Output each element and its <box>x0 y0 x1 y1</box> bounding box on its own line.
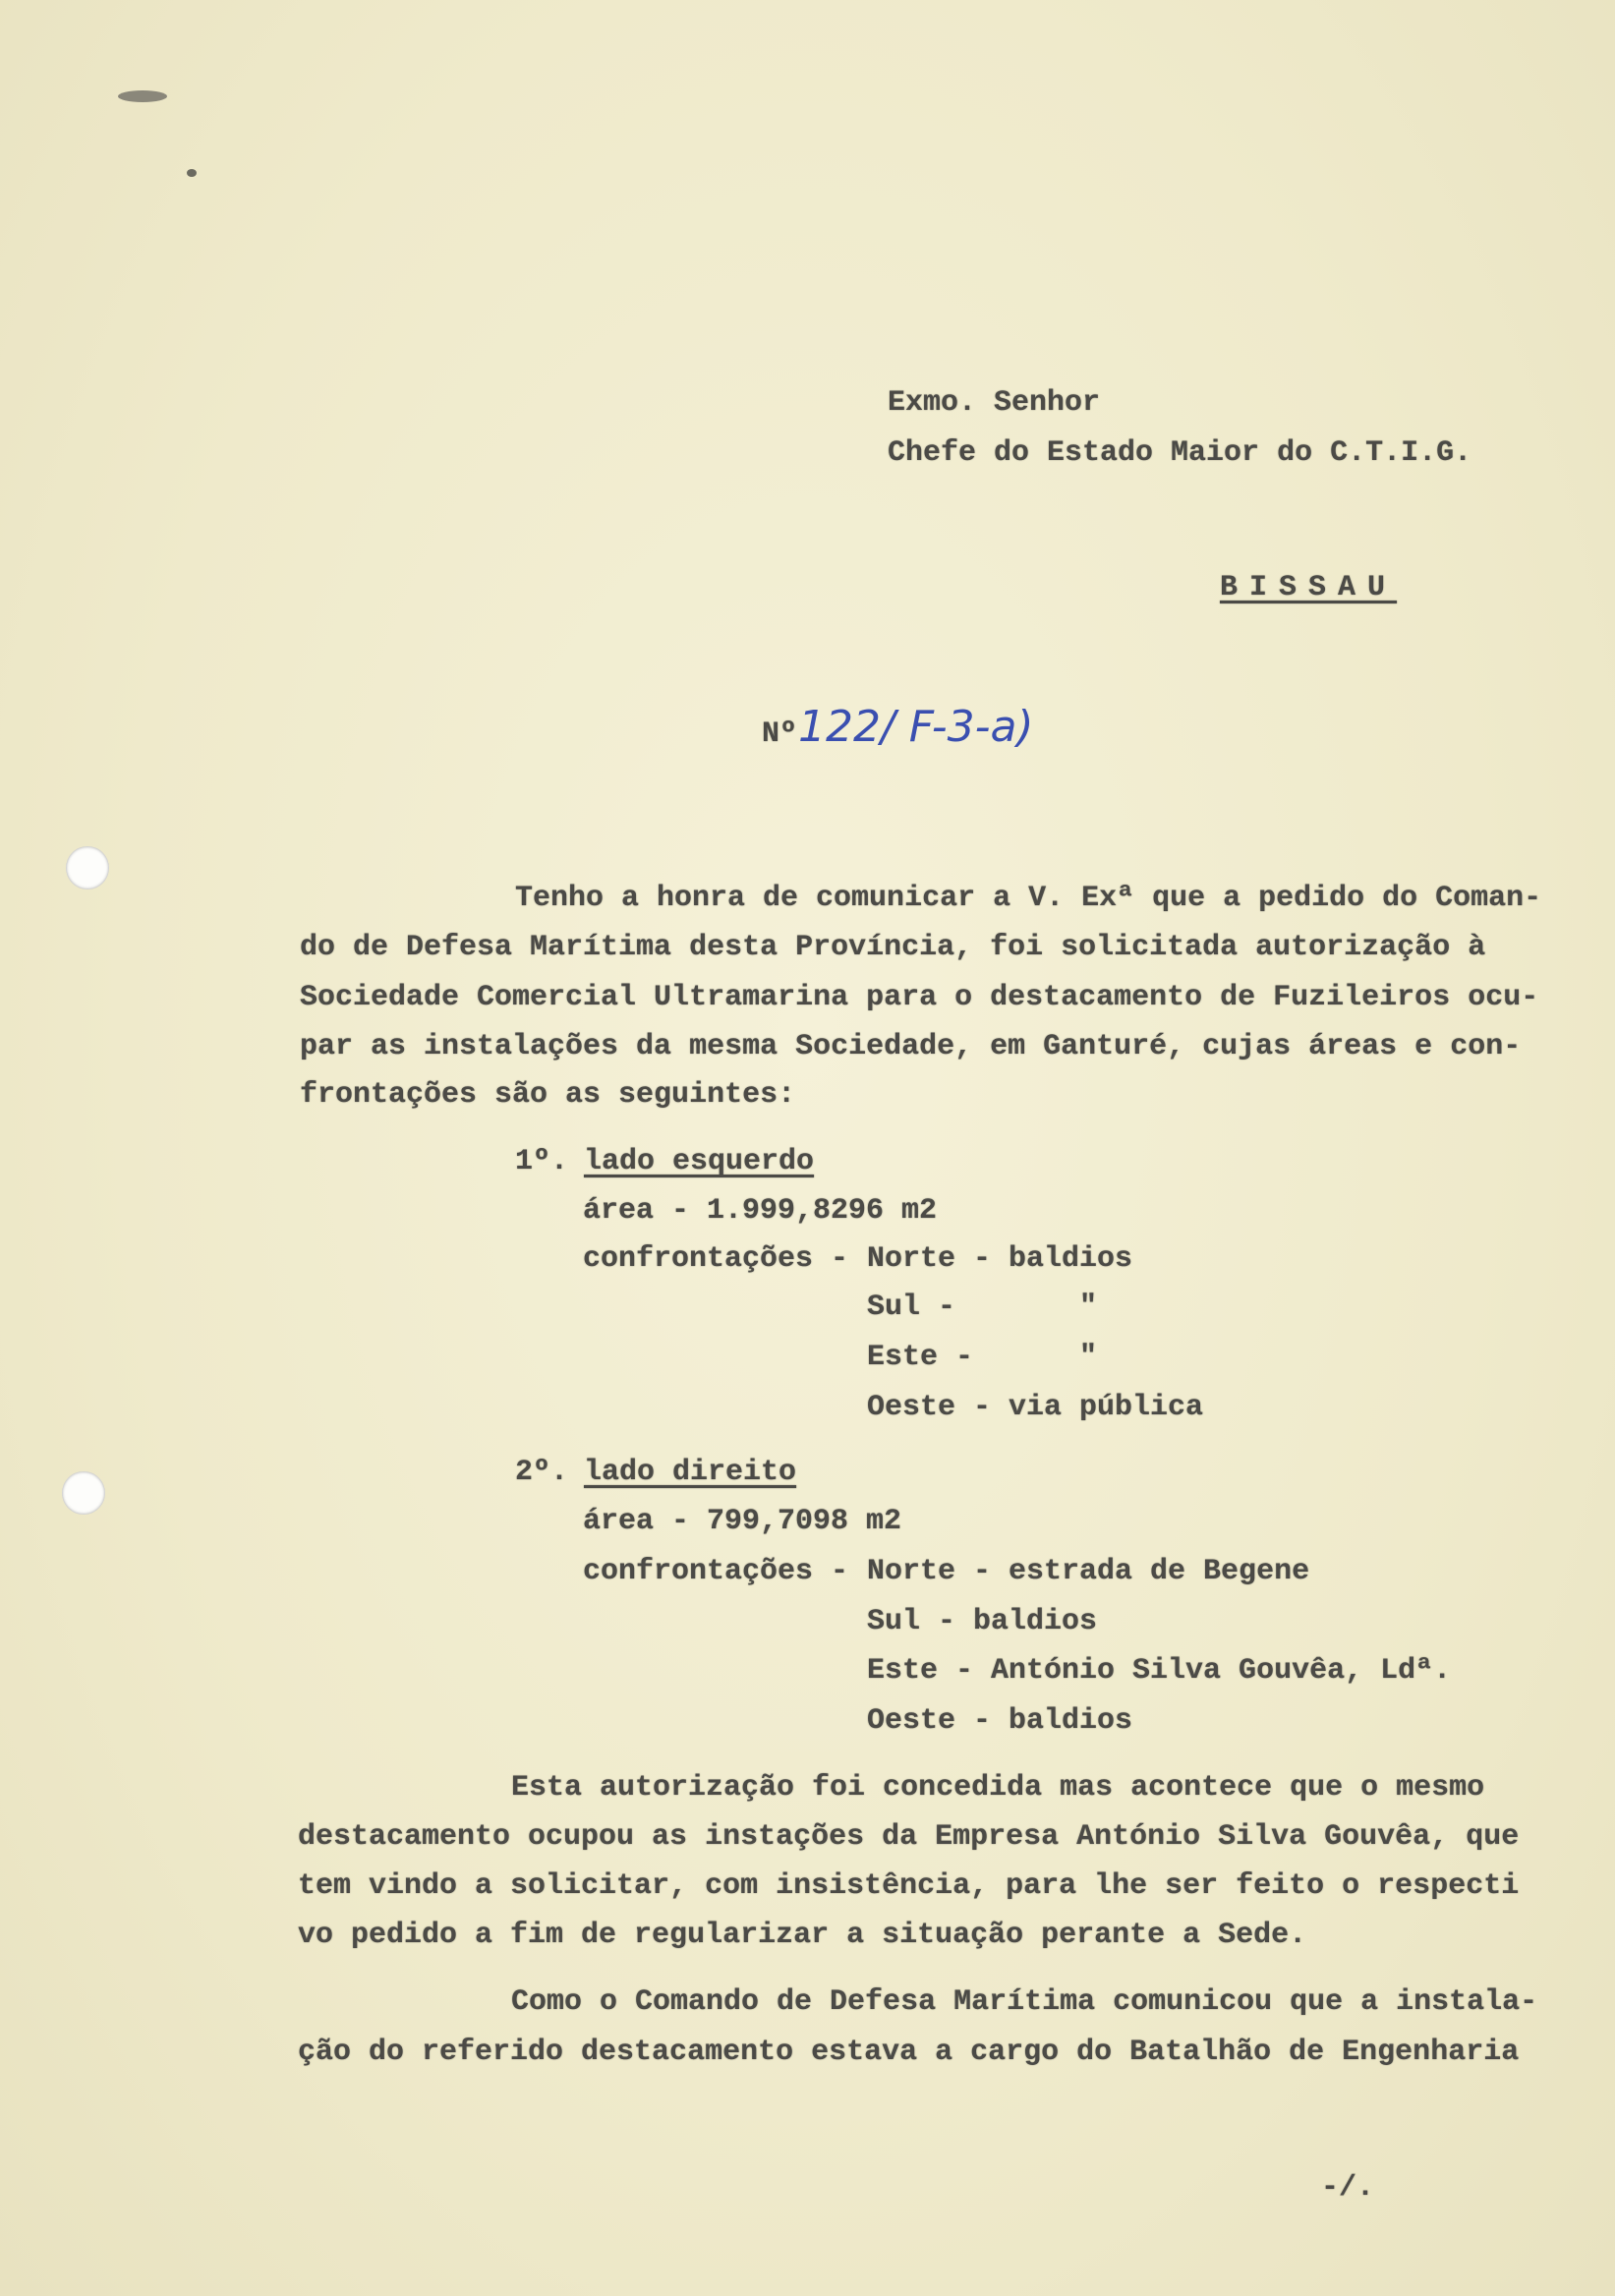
confrontations-label: confrontações - <box>583 1555 849 1588</box>
punch-hole <box>62 1471 105 1515</box>
text-line: destacamento ocupou as instações da Empresa António Silva Gouvêa, que <box>298 1820 1520 1854</box>
confrontation-row: Sul - baldios <box>867 1605 1098 1638</box>
addressee-title: Chefe do Estado Maior do C.T.I.G. <box>888 436 1472 470</box>
city: BISSAU <box>1220 571 1398 604</box>
confrontation-row: Este - " <box>867 1341 1098 1374</box>
area: área - 799,7098 m2 <box>583 1505 902 1538</box>
text-line: Esta autorização foi concedida mas acontece que o mesmo <box>511 1771 1485 1805</box>
continuation-mark: -/. <box>1321 2171 1375 2205</box>
text-line: ção do referido destacamento estava a cargo do Batalhão de Engenharia <box>298 2036 1520 2069</box>
text-line: frontações são as seguintes: <box>300 1078 796 1112</box>
ink-spot <box>118 90 167 102</box>
item-number: 2º. <box>515 1456 569 1489</box>
text-line: tem vindo a solicitar, com insistência, para lhe ser feito o respecti <box>298 1869 1520 1903</box>
text-line: Tenho a honra de comunicar a V. Exª que a pedido do Coman- <box>515 882 1542 915</box>
item-label: lado direito <box>584 1456 797 1489</box>
confrontation-row: Oeste - via pública <box>867 1391 1204 1424</box>
text-line: vo pedido a fim de regularizar a situação perante a Sede. <box>298 1919 1307 1952</box>
text-line: par as instalações da mesma Sociedade, em Ganturé, cujas áreas e con- <box>300 1030 1522 1063</box>
text-line: do de Defesa Marítima desta Província, foi solicitada autorização à <box>300 931 1486 964</box>
confrontation-row: Norte - baldios <box>867 1242 1133 1276</box>
ink-spot <box>187 169 197 177</box>
confrontation-row: Oeste - baldios <box>867 1704 1133 1738</box>
confrontations-label: confrontações - <box>583 1242 849 1276</box>
salutation: Exmo. Senhor <box>888 386 1101 420</box>
text-line: Como o Comando de Defesa Marítima comunicou que a instala- <box>511 1985 1538 2019</box>
text-line: Sociedade Comercial Ultramarina para o destacamento de Fuzileiros ocu- <box>300 981 1539 1014</box>
handwritten-reference: 122/ F-3-a) <box>798 702 1034 752</box>
confrontation-row: Norte - estrada de Begene <box>867 1555 1310 1588</box>
confrontation-row: Sul - " <box>867 1291 1098 1324</box>
confrontation-row: Este - António Silva Gouvêa, Ldª. <box>867 1654 1452 1688</box>
reference-prefix: Nº <box>762 718 798 751</box>
area: área - 1.999,8296 m2 <box>583 1194 938 1228</box>
item-label: lado esquerdo <box>584 1145 815 1178</box>
punch-hole <box>66 846 109 890</box>
item-number: 1º. <box>515 1145 569 1178</box>
